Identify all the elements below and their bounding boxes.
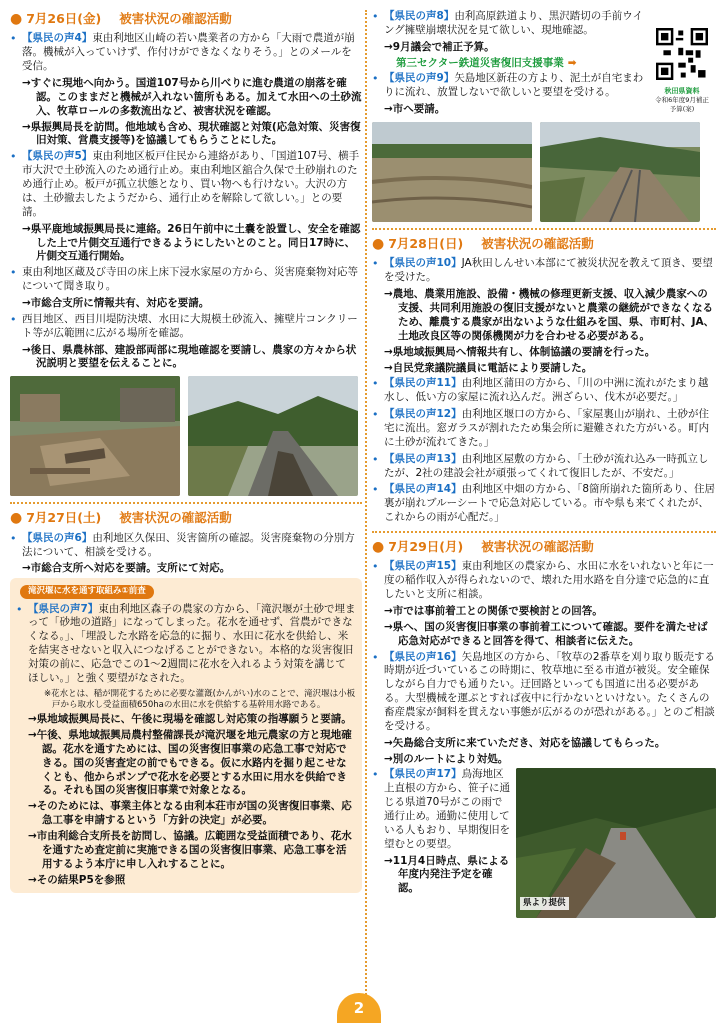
voice-tag: 【県民の声13】 bbox=[384, 452, 462, 465]
bullet-icon: • bbox=[372, 650, 379, 664]
takizawa-box bbox=[10, 578, 362, 893]
voice-tag: 【県民の声14】 bbox=[384, 483, 462, 496]
voice-tag: 【県民の声8】 bbox=[384, 10, 455, 22]
voice-text: 東由利地区森子の農家の方から、「滝沢堰が土砂で埋まって「砂地の道路」になってしまった。花水を通せず、営農ができなくなる。」、「埋設した水路を応急的に掘り、水田に花水を供給し、米を結実させないと収入につなげることができない。本格的な災害復旧対策の前に、応急でこの1～2週間に花水を入れるよう対策を講じてほしい。」と強く要望がなされた。 bbox=[28, 602, 356, 684]
photo-credit: 県より提供 bbox=[520, 897, 569, 910]
voice-tag: 【県民の声6】 bbox=[22, 531, 93, 544]
bullet-icon: • bbox=[372, 257, 379, 271]
voice-tag: 【県民の声16】 bbox=[384, 650, 462, 663]
list-item bbox=[10, 266, 362, 294]
column-divider bbox=[365, 10, 367, 995]
item-text: 西目地区、西目川堤防決壊、水田に大規模土砂流入、擁壁片コンクリート等が広範囲に広がる場所を確認。 bbox=[22, 312, 358, 339]
section-subtitle: 被害状況の確認活動 bbox=[119, 510, 232, 526]
ribbon-label: 滝沢堰に水を通す取組み①前査 bbox=[20, 585, 154, 598]
voice-13 bbox=[372, 453, 716, 481]
voice-text: 東由利地区板戸住民から連絡があり、「国道107号、横手市大沢で土砂流入のため通行止め。東由利地区舘合久保で土砂崩れのため通行止め。板戸が孤立状態となり、買い物へも行けない。大沢の方は、土砂撤去したようだから、通行止めを解除して欲しい。」との要請。 bbox=[22, 150, 360, 218]
voice-text: JA秋田しんせい本部にて被災状況を教えて頂き、要望を受けた。 bbox=[384, 257, 713, 284]
bullet-icon: • bbox=[10, 531, 17, 545]
bullet-icon: • bbox=[372, 483, 379, 497]
voice-14 bbox=[372, 483, 716, 525]
bullet-icon: • bbox=[10, 266, 17, 280]
response: →9月議会で補正予算。 bbox=[384, 40, 495, 53]
section-date: 7月28日(日) bbox=[388, 236, 464, 251]
photo-mud-field bbox=[372, 122, 532, 222]
voice-tag: 【県民の声4】 bbox=[22, 32, 93, 45]
section-header-0728 bbox=[372, 235, 716, 253]
photo-collapsed-road bbox=[188, 376, 358, 496]
response: →県振興局長を訪問。他地域も含め、現状確認と対策(応急対策、災害復旧対策、営農支援等)を協議してもらうことにした。 bbox=[22, 120, 361, 147]
divider bbox=[372, 531, 716, 533]
bullet-icon: • bbox=[10, 312, 17, 326]
voice-text: 由利高原鉄道より、黒沢踏切の手前ウイング擁壁崩壊状況を見て欲しい、現地確認。 bbox=[384, 10, 643, 36]
bullet-icon: • bbox=[372, 452, 379, 466]
response: →別のルートにより対処。 bbox=[384, 752, 509, 765]
voice-tag: 【県民の声7】 bbox=[28, 602, 99, 615]
voice-tag: 【県民の声12】 bbox=[384, 408, 462, 421]
voice-tag: 【県民の声10】 bbox=[384, 257, 462, 270]
photo-flood-debris bbox=[10, 376, 180, 496]
divider bbox=[372, 228, 716, 230]
qr-code-block bbox=[654, 28, 710, 113]
bullet-icon: • bbox=[372, 10, 379, 23]
item-text: 東由利地区蔵及び寺田の床上床下浸水家屋の方から、災害廃棄物対応等について聞き取り。 bbox=[22, 266, 358, 293]
response: →そのためには、事業主体となる由利本荘市が国の災害復旧事業、応急工事を申請するという「方針の決定」が必要。 bbox=[28, 800, 352, 827]
right-column bbox=[372, 8, 716, 918]
photo-row-damage bbox=[10, 376, 362, 496]
response: →市総合支所へ対応を要請。支所にて対応。 bbox=[22, 562, 231, 575]
voice-text: 由利地区中畑の方から、「8箇所崩れた箇所あり、住居裏が崩れブルーシートで応急対応している。市や県も来てくれたが、これからの雨が心配だ。」 bbox=[384, 483, 716, 524]
response: →11月4日時点、県による年度内発注予定を確認。 bbox=[384, 854, 510, 895]
voice-text: 東由利地区の農家から、水田に水をいれないと年に一度の稲作収入が得られないので、壊れた用水路を自分達で応急的に直したいと支所に相談。 bbox=[384, 560, 714, 601]
voice-tag: 【県民の声15】 bbox=[384, 560, 462, 573]
response: →市では事前着工との関係で要検討との回答。 bbox=[384, 605, 603, 617]
bullet-icon: • bbox=[372, 768, 379, 782]
response: →市由利総合支所長を訪問し、協議。広範囲な受益面積であり、花水を通すため査定前に実施できる国の災害復旧事業、応急工事を活用するよう本庁に申し入れすることに。 bbox=[28, 829, 352, 870]
voice-4 bbox=[10, 32, 362, 74]
bullet-icon: • bbox=[10, 150, 17, 164]
response: →自民党衆議院議員に電話により要請した。 bbox=[384, 361, 593, 374]
section-header-0729 bbox=[372, 538, 716, 556]
voice-9 bbox=[372, 72, 650, 100]
voice-text: 由利地区蒲田の方から、「川の中洲に流れがたまり越水し、低い方の家屋に流れ込んだ。洲ざらい、伐木が必要だ。」 bbox=[384, 377, 709, 404]
orange-dot-icon: ● bbox=[372, 538, 385, 555]
response: →農地、農業用施設、設備・機械の修理更新支援、収入減少農家への支援、共同利用施設の復旧支援がないと農業の継続ができなくなるため、離農する農家が出ないような仕組みを国、県、市町村、JA、土地改良区等の関係機関が力を合わせる必要がある。 bbox=[384, 288, 715, 342]
response: →後日、県農林部、建設部両部に現地確認を要請し、農家の方々から状況説明と要望を伝えることに。 bbox=[22, 343, 357, 370]
voice-11 bbox=[372, 377, 716, 405]
voice-8 bbox=[372, 10, 650, 38]
voice-text: 由利地区屋敷の方から、「土砂が流れ込み一時孤立したが、2社の建設会社が頑張ってくれて復旧したが、不安だ。」 bbox=[384, 452, 709, 479]
response: →すぐに現地へ向かう。国道107号から川べりに進む農道の崩落を確認。このままだと機械が入れない箇所もある。加えて水田への土砂流入、牧草ロールの多数流出など、被害状況を確認。 bbox=[22, 77, 362, 117]
arrow-right-icon: ➡ bbox=[567, 56, 577, 69]
voice-12 bbox=[372, 408, 716, 450]
photo-damaged-track bbox=[540, 122, 700, 222]
voice-text: 由利地区久保田、災害箇所の確認。災害廃棄物の分別方法について、相談を受ける。 bbox=[22, 531, 355, 558]
response: →県地域振興局へ情報共有し、体制協議の要請を行った。 bbox=[384, 345, 656, 358]
voice-tag: 【県民の声17】 bbox=[384, 768, 462, 781]
program-name: 第三セクター鉄道災害復旧支援事業 bbox=[396, 56, 564, 69]
section-date: 7月27日(土) bbox=[26, 510, 102, 526]
response: →市総合支所に情報共有、対応を要請。 bbox=[22, 296, 210, 309]
qr-code-icon[interactable] bbox=[656, 28, 708, 80]
bullet-icon: • bbox=[372, 72, 379, 86]
voice-tag: 【県民の声11】 bbox=[384, 377, 462, 390]
voice-6 bbox=[10, 532, 362, 560]
page-number-badge: 2 bbox=[337, 993, 381, 1023]
response: →県地域振興局長に、午後に現場を確認し対応策の指導願うと要請。 bbox=[28, 713, 352, 726]
qr-caption: 秋田県資料 bbox=[664, 86, 700, 95]
list-item bbox=[10, 313, 362, 341]
response: →午後、県地域振興局農村整備課長が滝沢堰を地元農家の方と現地確認。花水を通すためには、国の災害復旧事業の応急工事で対応できる。国の災害査定の前でもできる。仮に水路内を掘り起こせなくとも、他からポンプで花水を必要とする水田に用水を供給できる。それも国の災害復旧事業で対象となる。 bbox=[28, 728, 352, 797]
support-program-link[interactable] bbox=[372, 57, 650, 71]
bullet-icon: • bbox=[372, 377, 379, 391]
response: →県へ、国の災害復旧事業の事前着工について確認。要件を満たせば応急対応ができると回答を得て、相談者に伝えた。 bbox=[384, 620, 708, 647]
section-subtitle: 被害状況の確認活動 bbox=[119, 10, 232, 26]
bullet-icon: • bbox=[372, 408, 379, 422]
orange-dot-icon: ● bbox=[372, 236, 385, 253]
response: →県平鹿地域振興局長に連絡。26日午前中に土嚢を設置し、安全を確認した上で片側交互通行できるようにしたいとのこと。同日17時に、片側交互通行開始。 bbox=[22, 222, 361, 263]
voice-tag: 【県民の声5】 bbox=[22, 150, 93, 163]
voice-16 bbox=[372, 651, 716, 734]
voice-7 bbox=[16, 603, 356, 686]
response: →矢島総合支所に来ていただき、対応を協議してもらった。 bbox=[384, 736, 666, 749]
section-date: 7月29日(月) bbox=[388, 538, 464, 554]
response: →市へ要請。 bbox=[384, 103, 446, 116]
bullet-icon: • bbox=[10, 32, 17, 46]
voice-text: 矢島地区の方から、「牧草の2番草を刈り取り販売する時期が近づいているこの時期に、牧草地に至る市道が被災。安全確保しながら自力でも通りたい。迂回路といっても国道に出る必要がある。大型機械を運ぶとすれば夜中に行かないといけない。たくさんの畜産農家が飼料を貫えない事態が広がるのが恐れがある。」とのご相談を受ける。 bbox=[384, 650, 716, 732]
orange-dot-icon: ● bbox=[10, 510, 23, 527]
response: →その結果P5を参照 bbox=[28, 873, 126, 886]
footnote: ※花水とは、稲が開花するために必要な灌漑(かんがい)水のことで、滝沢堰は小板戸から取水し受益面積650haの水田に水を供給する基幹用水路である。 bbox=[44, 688, 356, 710]
voice-tag: 【県民の声9】 bbox=[384, 72, 455, 85]
left-column bbox=[10, 8, 362, 897]
section-header-0727 bbox=[10, 509, 362, 527]
section-subtitle: 被害状況の確認活動 bbox=[481, 538, 594, 554]
voice-text: 東由利地区山崎の若い農業者の方から「大雨で農道が崩落。機械が入っていけず、作付けができなくなりそう。」とのメールを受信。 bbox=[22, 32, 355, 73]
voice-text: 矢島地区新荘の方より、泥土が自宅まわりに流れ、放置しないで欲しいと要望を受ける。 bbox=[384, 72, 644, 99]
voice-17-block bbox=[372, 768, 716, 918]
section-header-0726 bbox=[10, 10, 362, 28]
voice-5 bbox=[10, 150, 362, 219]
section-subtitle: 被害状況の確認活動 bbox=[481, 236, 594, 251]
voice-10 bbox=[372, 257, 716, 285]
photo-row-mud bbox=[372, 122, 716, 222]
bullet-icon: • bbox=[16, 602, 23, 616]
voice-text: 由利地区堰口の方から、「家屋裏山が崩れ、土砂が住宅に流出。窓ガラスが割れたため集会所に避難された方がいる。町内に土砂が流れてきた。」 bbox=[384, 408, 710, 448]
qr-subcaption: 令和6年度9月補正予算(案) bbox=[655, 96, 709, 113]
voice-text: 鳥海地区上直根の方から、笹子に通じる県道70号がこの雨で通行止め。通勤に使用している人もおり、早期復旧を望むとの要望。 bbox=[384, 768, 510, 850]
section-date: 7月26日(金) bbox=[26, 10, 102, 26]
voice-15 bbox=[372, 560, 716, 602]
bullet-icon: • bbox=[372, 560, 379, 574]
voice-17 bbox=[372, 768, 716, 851]
divider bbox=[10, 502, 362, 504]
orange-dot-icon: ● bbox=[10, 11, 23, 27]
